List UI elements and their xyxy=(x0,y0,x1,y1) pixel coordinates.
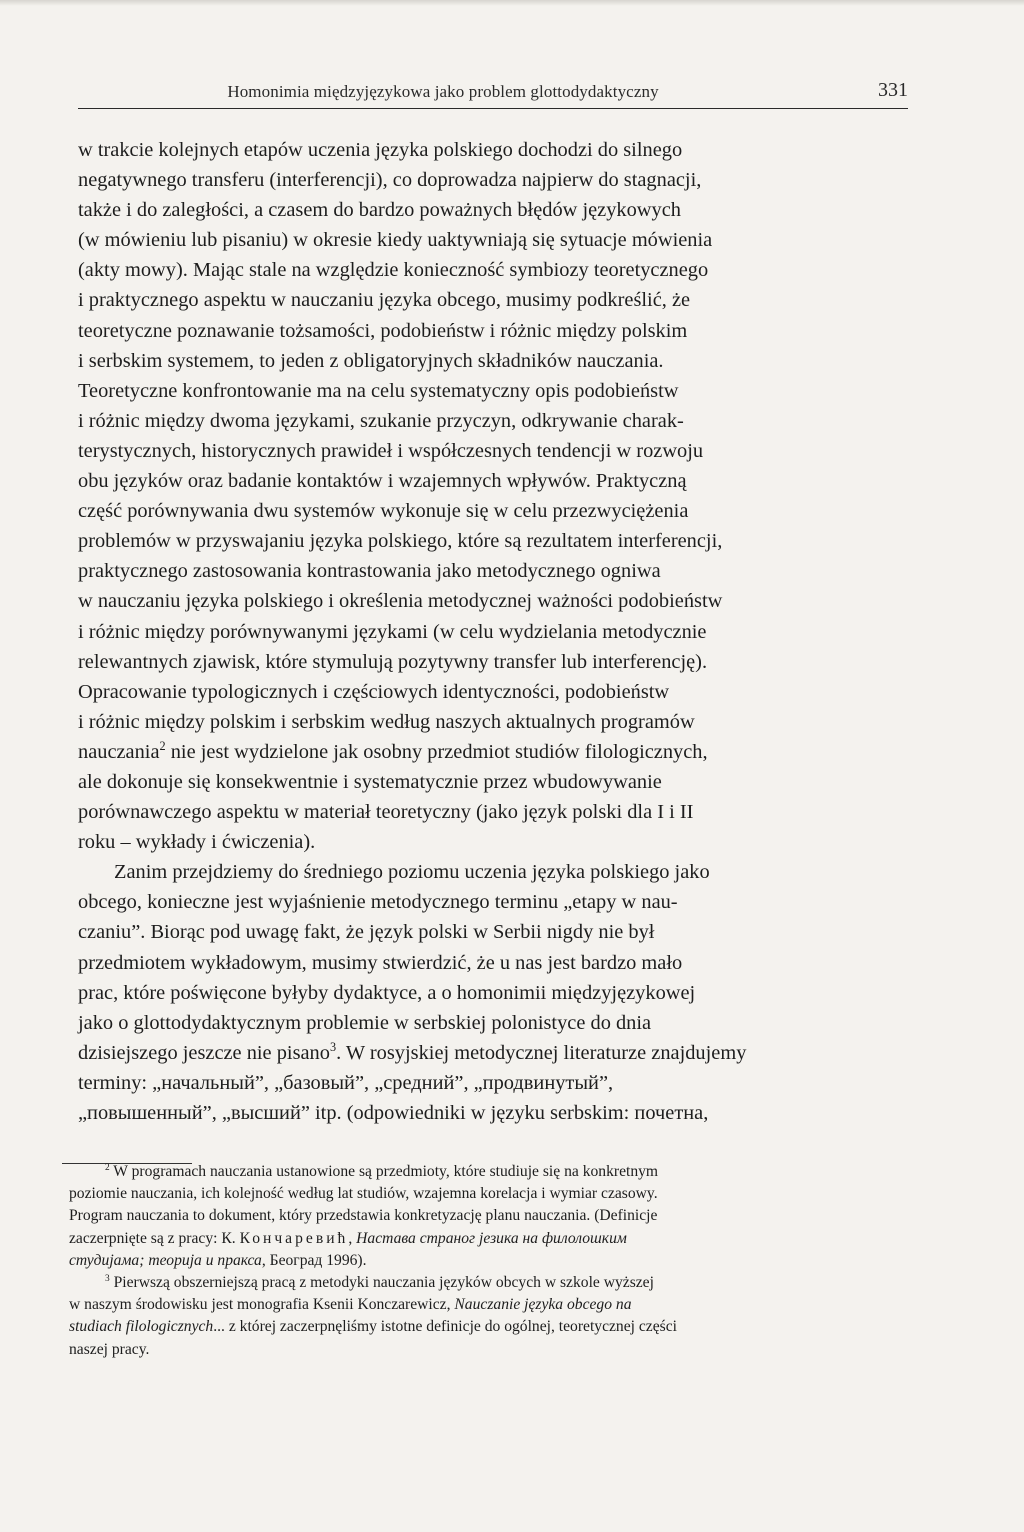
text-line: i praktycznego aspektu w nauczaniu języka obcego, musimy podkreślić, że xyxy=(78,289,691,312)
text-line: terminy: „начальный”, „базовый”, „средний”, „продвинутый”, xyxy=(78,1071,614,1094)
text-line: prac, które poświęcone byłyby dydaktyce, a o homonimii międzyjęzykowej xyxy=(78,981,696,1004)
footnotes xyxy=(69,1161,907,1361)
text-line: (akty mowy). Mając stale na względzie konieczność symbiozy teoretycznego xyxy=(78,259,709,282)
text-line: ale dokonuje się konsekwentnie i systematycznie przez wbudowywanie xyxy=(78,770,662,793)
footnote-2-line: Program nauczania to dokument, który przedstawia konkretyzację planu nauczania. (Definicje xyxy=(69,1207,658,1225)
running-title: Homonimia międzyjęzykowa jako problem glottodydaktyczny xyxy=(227,82,659,101)
footnote-text: , Београд 1996). xyxy=(261,1251,367,1269)
text-line: Zanim przejdziemy do średniego poziomu uczenia języka polskiego jako xyxy=(114,861,710,884)
text-line: obcego, konieczne jest wyjaśnienie metodycznego terminu „etapy w nau- xyxy=(78,891,678,914)
footnote-book-title: студијама; теорија и пракса xyxy=(69,1251,262,1269)
footnote-mark-2: 2 xyxy=(105,1162,110,1173)
footnote-text: , xyxy=(348,1229,357,1247)
text-line: „повышенный”, „высший” itp. (odpowiedniki w języku serbskim: почетна, xyxy=(78,1102,709,1124)
text-line: przedmiotem wykładowym, musimy stwierdzić, że u nas jest bardzo mało xyxy=(78,951,683,974)
text-line: także i do zaległości, a czasem do bardzo poważnych błędów językowych xyxy=(78,199,681,222)
text-line: w trakcie kolejnych etapów uczenia języka polskiego dochodzi do silnego xyxy=(78,139,683,161)
text-line: i różnic między polskim i serbskim według naszych aktualnych programów xyxy=(78,710,695,733)
footnote-text: W programach nauczania ustanowione są przedmioty, które studiuje się na konkretnym xyxy=(109,1163,659,1180)
running-head xyxy=(78,74,908,104)
footnote-3-line xyxy=(69,1272,907,1294)
text-line: teoretyczne poznawanie tożsamości, podobieństw i różnic między polskim xyxy=(78,319,688,342)
footnote-2-line xyxy=(69,1161,907,1183)
footnote-2-line xyxy=(69,1250,907,1272)
footnote-ref-2: 2 xyxy=(159,738,166,753)
footnote-2-line: poziomie nauczania, ich kolejność według lat studiów, wzajemna korelacja i wymiar czasowy. xyxy=(69,1185,658,1203)
text-line: obu języków oraz badanie kontaktów i wzajemnych wpływów. Praktyczną xyxy=(78,470,687,493)
footnote-text: ... z której zaczerpnęliśmy istotne definicje do ogólnej, teoretycznej części xyxy=(213,1318,677,1336)
footnote-mark-3: 3 xyxy=(105,1273,110,1284)
header-rule xyxy=(78,108,908,109)
footnote-author: Кончаревић xyxy=(239,1229,349,1247)
footnote-book-title: Nauczanie języka obcego na xyxy=(454,1296,632,1314)
footnote-3-line: naszej pracy. xyxy=(69,1340,150,1358)
body-text xyxy=(78,135,908,1128)
text-line: część porównywania dwu systemów wykonuje się w celu przezwyciężenia xyxy=(78,500,689,523)
text-line-with-footnote-ref xyxy=(78,737,908,767)
text-line: relewantnych zjawisk, które stymulują pozytywny transfer lub interferencję). xyxy=(78,650,708,673)
text-line: roku – wykłady i ćwiczenia). xyxy=(78,831,316,854)
text-line: i serbskim systemem, to jeden z obligatoryjnych składników nauczania. xyxy=(78,349,664,372)
text-line: (w mówieniu lub pisaniu) w okresie kiedy uaktywniają się sytuacje mówienia xyxy=(78,229,713,252)
book-page xyxy=(78,74,908,1124)
footnote-text: w naszym środowisku jest monografia Ksenii Konczarewicz, xyxy=(69,1296,455,1314)
footnote-3-line xyxy=(69,1294,907,1316)
page-number: 331 xyxy=(878,79,908,101)
text-line: porównawczego aspektu w materiał teoretyczny (jako język polski dla I i II xyxy=(78,801,694,824)
text-line: w nauczaniu języka polskiego i określenia metodycznej ważności podobieństw xyxy=(78,590,723,613)
text-line: problemów w przyswajaniu języka polskiego, które są rezultatem interferencji, xyxy=(78,530,723,553)
text-line: Teoretyczne konfrontowanie ma na celu systematyczny opis podobieństw xyxy=(78,379,679,402)
text-line: Opracowanie typologicznych i częściowych identyczności, podobieństw xyxy=(78,680,670,703)
text-line: negatywnego transferu (interferencji), co doprowadza najpierw do stagnacji, xyxy=(78,169,702,192)
text-line: jako o glottodydaktycznym problemie w serbskiej polonistyce do dnia xyxy=(78,1011,652,1034)
text-segment: nie jest wydzielone jak osobny przedmiot studiów filologicznych, xyxy=(165,740,708,763)
text-segment: dzisiejszego jeszcze nie pisano xyxy=(78,1041,330,1064)
text-line: czaniu”. Biorąc pod uwagę fakt, że język polski w Serbii nigdy nie był xyxy=(78,921,655,944)
footnote-text: zaczerpnięte są z pracy: К. xyxy=(69,1229,240,1247)
text-line: i różnic między dwoma językami, szukanie przyczyn, odkrywanie charak- xyxy=(78,409,684,432)
footnote-text: Pierwszą obszerniejszą pracą z metodyki nauczania języków obcych w szkole wyższej xyxy=(109,1274,654,1292)
text-segment: . W rosyjskiej metodycznej literaturze znajdujemy xyxy=(336,1041,747,1064)
text-line: i różnic między porównywanymi językami (w celu wydzielania metodycznie xyxy=(78,620,707,643)
text-line: terystycznych, historycznych prawideł i współczesnych tendencji w rozwoju xyxy=(78,439,704,462)
scan-edge-shadow xyxy=(0,0,1024,6)
footnote-2-line xyxy=(69,1228,907,1250)
text-line-with-footnote-ref xyxy=(78,1038,908,1068)
footnote-book-title: Настава страног језика на филолошким xyxy=(356,1229,627,1247)
footnote-ref-3: 3 xyxy=(329,1039,337,1054)
footnote-3-line xyxy=(69,1316,907,1338)
text-line: praktycznego zastosowania kontrastowania jako metodycznego ogniwa xyxy=(78,560,661,583)
text-segment: nauczania xyxy=(78,740,160,763)
footnote-book-title: studiach filologicznych xyxy=(69,1318,214,1336)
